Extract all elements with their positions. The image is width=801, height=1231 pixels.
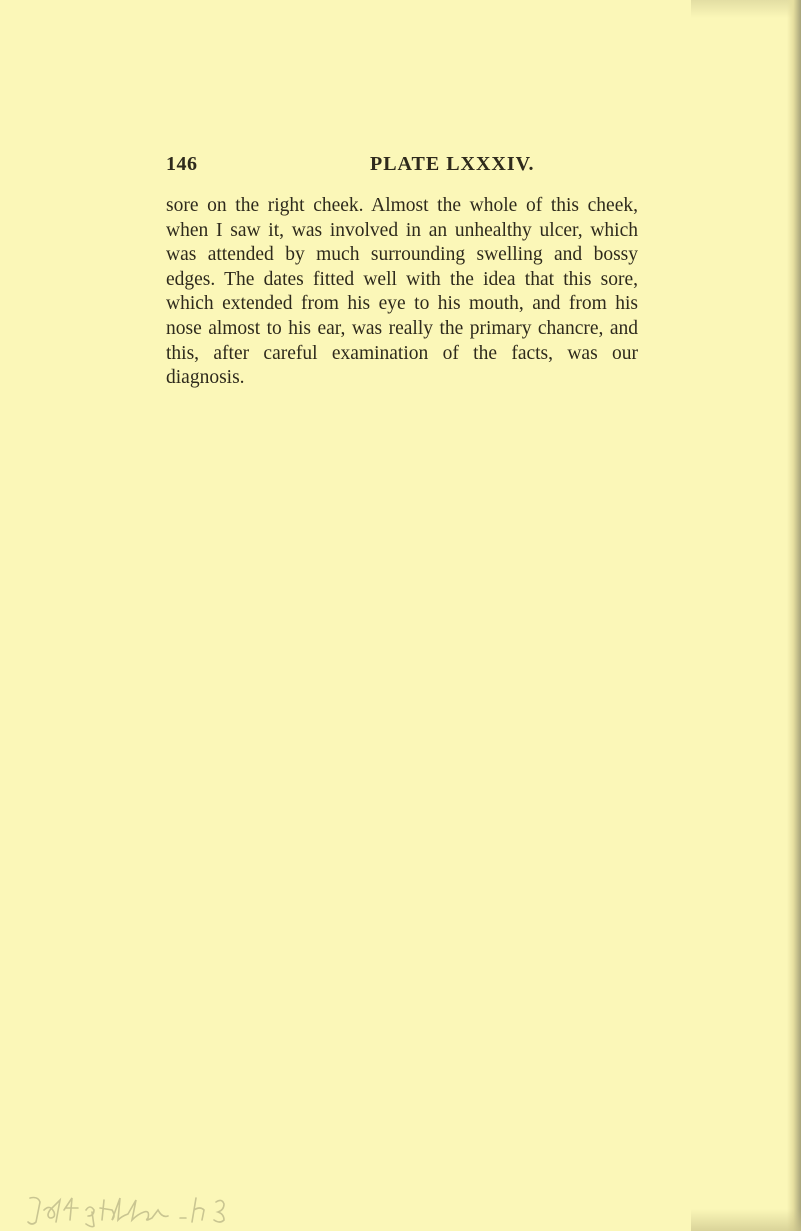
page-edge-shadow	[787, 0, 801, 1231]
running-head	[166, 153, 636, 183]
page-corner-shadow-bottom	[691, 1209, 801, 1231]
handwritten-signature	[20, 1188, 280, 1228]
page-corner-shadow-top	[691, 0, 801, 18]
body-paragraph: sore on the right cheek. Almost the whole of this cheek, when I saw it, was involved in an unhealthy ulcer, which was attended by much surrounding swelling and bossy edges. The dates fitted well with the idea that this sore, which extended from his eye to his mouth, and from his nose almost to his ear, was really the primary chancre, and this, after careful examination of the facts, was our diagnosis.	[166, 195, 638, 389]
page-number: 146	[166, 153, 198, 175]
plate-title: PLATE LXXXIV.	[370, 153, 535, 175]
